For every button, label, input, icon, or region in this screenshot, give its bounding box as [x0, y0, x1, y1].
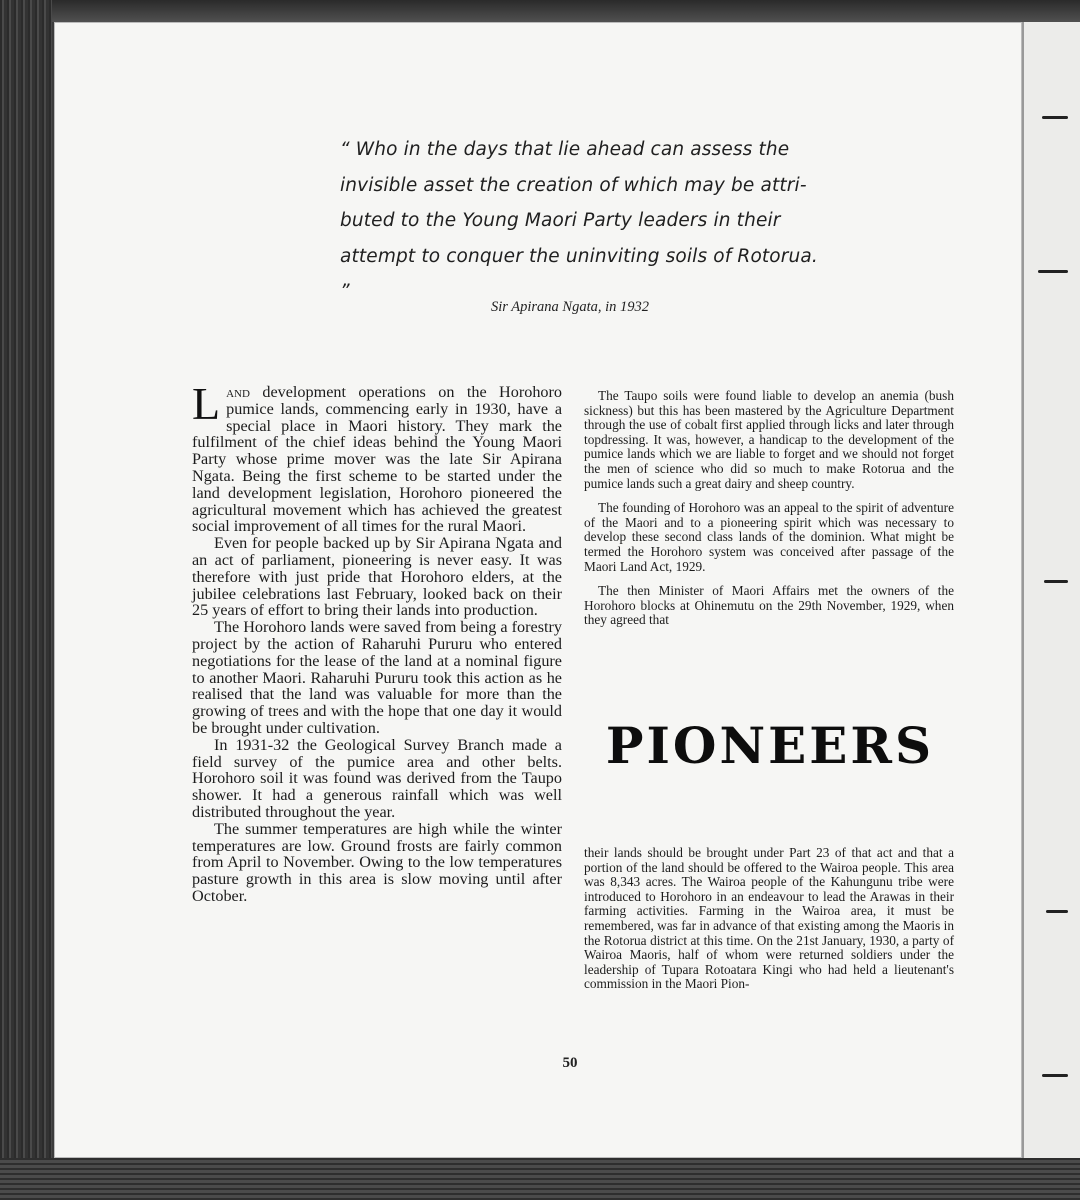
- binding-mark: [1042, 1074, 1068, 1077]
- article-paragraph: In 1931-32 the Geological Survey Branch made a field survey of the pumice area and other belts. Horohoro soil it was found was derived from the Taupo shower. It had a generous rainfall which was well distributed throughout the year.: [192, 735, 562, 821]
- article-paragraph: The then Minister of Maori Affairs met the owners of the Horohoro blocks at Ohinemutu on the 29th November, 1929, when they agreed that: [584, 583, 954, 628]
- quote-line: “ Who in the days that lie ahead can assess the: [340, 139, 790, 160]
- quote-line: buted to the Young Maori Party leaders in their: [340, 210, 781, 231]
- article-right-column-top: [584, 389, 954, 638]
- scan-bottom-edge: [0, 1158, 1080, 1200]
- article-paragraph: their lands should be brought under Part 23 of that act and that a portion of the land should be offered to the Wairoa people. This area was 8,343 acres. The Wairoa people of the Kahungunu tribe were introduced to Horohoro in an endeavour to lead the Arawas in their farming activities. Farming in the Wairoa area, it must be remembered, was far in advance of that existing among the Maoris in the Rotorua district at this time. On the 21st January, 1930, a party of Wairoa Maoris, half of whom were returned soldiers under the leadership of Tupara Rotoatara Kingi who had held a lieutenant's commission in the Maori Pion-: [584, 845, 954, 992]
- article-paragraph: The Taupo soils were found liable to develop an anemia (bush sickness) but this has been mastered by the Agriculture Department through the use of cobalt first applied through licks and later through topdressing. It was, however, a handicap to the development of the pumice lands which we are liable to forget and we should not forget the men of science who did so much to make Rotorua and the pumice lands such a great dairy and sheep country.: [584, 388, 954, 491]
- article-paragraph: The summer temperatures are high while the winter temperatures are low. Ground frosts are fairly common from April to November. Owing to the low temperatures pasture growth in this area is slow moving until after October.: [192, 819, 562, 905]
- article-right-column-bottom: [584, 846, 954, 992]
- quote-attribution: Sir Apirana Ngata, in 1932: [490, 299, 650, 315]
- binding-mark: [1038, 270, 1068, 273]
- quote-line: invisible asset the creation of which may be attri-: [340, 174, 807, 196]
- lead-in-smallcaps: and: [226, 383, 250, 401]
- binding-mark: [1046, 910, 1068, 913]
- binding-mark: [1044, 580, 1068, 583]
- scan-left-edge: [0, 0, 52, 1200]
- article-headline: PIONEERS: [605, 716, 935, 775]
- binding-mark: [1042, 116, 1068, 119]
- drop-cap: L: [192, 378, 221, 429]
- article-paragraph: The founding of Horohoro was an appeal to the spirit of adventure of the Maori and to a pioneering spirit which was necessary to develop these second class lands of the dominion. What might be termed the Horohoro system was conceived after passage of the Maori Land Act, 1929.: [584, 500, 954, 574]
- page-number: 50: [562, 1055, 578, 1071]
- article-paragraph: [192, 378, 562, 536]
- epigraph-quote: [340, 132, 820, 310]
- quote-line: attempt to conquer the uninviting soils of Rotorua. ”: [340, 245, 818, 302]
- scan-top-edge: [0, 0, 1080, 22]
- article-paragraph: The Horohoro lands were saved from being a forestry project by the action of Raharuhi Pururu who entered negotiations for the lease of the land at a nominal figure to another Maori. Raharuhi Pururu took this action as he realised that the land was valuable for more than the growing of trees and with the hope that one day it would be brought under cultivation.: [192, 618, 562, 737]
- next-page-edge: [1022, 22, 1080, 1158]
- paragraph-text: development operations on the Horohoro pumice lands, commencing early in 1930, have a special place in Maori history. They mark the fulfilment of the chief ideas behind the Young Maori Party whose prime mover was the late Sir Apirana Ngata. Being the first scheme to be started under the land development legislation, Horohoro pioneered the agricultural movement which has achieved the greatest social improvement of all times for the rural Maori.: [192, 383, 562, 536]
- article-paragraph: Even for people backed up by Sir Apirana Ngata and an act of parliament, pioneering is never easy. It was therefore with just pride that Horohoro elders, at the jubilee celebrations last February, looked back on their 25 years of effort to bring their lands into production.: [192, 534, 562, 620]
- article-left-column: [192, 378, 562, 905]
